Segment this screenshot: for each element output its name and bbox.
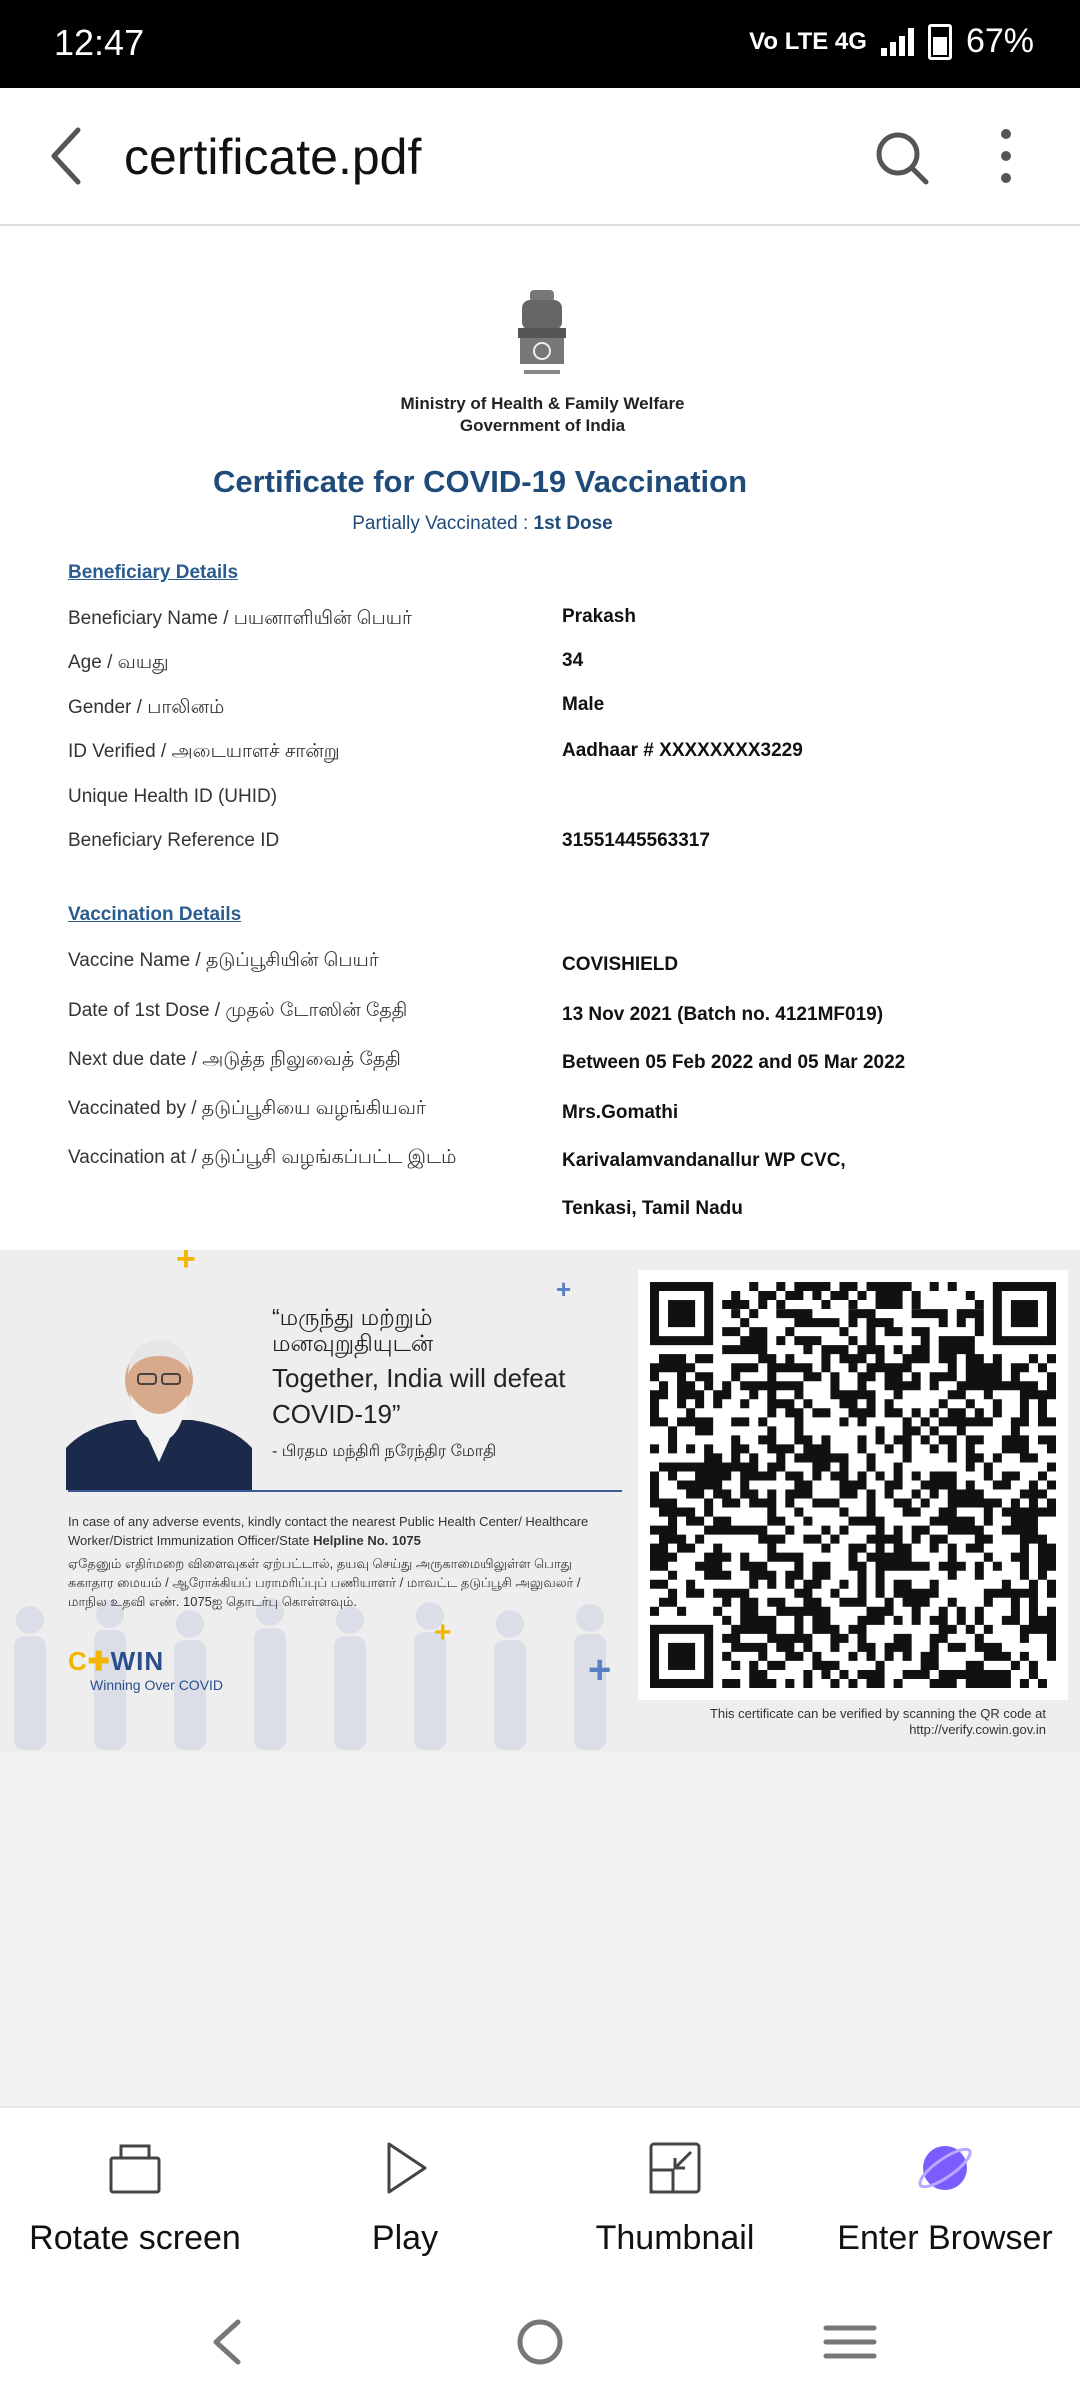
- system-navigation-bar: [0, 2300, 1080, 2400]
- promo-banner: [0, 1240, 1080, 1752]
- qr-caption-line-2: http://verify.cowin.gov.in: [909, 1722, 1046, 1737]
- field-label: Gender / பாலினம்: [68, 697, 225, 718]
- more-options-icon[interactable]: [980, 122, 1032, 190]
- thumbnail-icon: [645, 2138, 705, 2198]
- back-arrow-icon[interactable]: [40, 122, 100, 190]
- field-label: Date of 1st Dose / முதல் டோஸின் தேதி: [68, 1000, 408, 1021]
- cowin-logo-post: WIN: [110, 1646, 165, 1676]
- action-label: Rotate screen: [29, 2219, 241, 2257]
- nav-back-icon[interactable]: [216, 2322, 238, 2362]
- field-label: Next due date / அடுத்த நிலுவைத் தேதி: [68, 1049, 401, 1070]
- network-indicator: Vo LTE 4G: [749, 27, 867, 55]
- plus-decoration-icon: +: [176, 1240, 196, 1278]
- field-label: Vaccination at / தடுப்பூசி வழங்கப்பட்ட இடம்: [68, 1147, 457, 1168]
- action-label: Play: [371, 2219, 439, 2257]
- beneficiary-heading: Beneficiary Details: [68, 562, 239, 583]
- cowin-logo: [68, 1646, 223, 1693]
- rotate-screen-icon: [105, 2138, 165, 2198]
- field-label: Age / வயது: [68, 652, 169, 673]
- field-value: Prakash: [562, 606, 636, 627]
- search-icon[interactable]: [872, 128, 932, 188]
- thumbnail-button[interactable]: [540, 2138, 810, 2258]
- plus-decoration-icon: +: [588, 1648, 612, 1692]
- field-label: Vaccinated by / தடுப்பூசியை வழங்கியவர்: [68, 1098, 426, 1119]
- rotate-screen-button[interactable]: [0, 2138, 270, 2258]
- action-label: Thumbnail: [595, 2219, 755, 2257]
- field-value: Karivalamvandanallur WP CVC,: [562, 1150, 846, 1171]
- field-value: Aadhaar # XXXXXXXX3229: [562, 740, 803, 761]
- certificate-title: Certificate for COVID-19 Vaccination: [212, 464, 748, 499]
- status-bar: [0, 0, 1080, 88]
- portrait-image: [66, 1322, 252, 1490]
- qr-finder-pattern: [655, 1629, 709, 1683]
- field-label: Beneficiary Name / பயனாளியின் பெயர்: [68, 608, 412, 629]
- divider: [68, 1490, 622, 1492]
- field-value: COVISHIELD: [562, 954, 679, 975]
- field-label: ID Verified / அடையாளச் சான்று: [68, 741, 340, 762]
- qr-finder-pattern: [997, 1287, 1051, 1341]
- nav-recents-icon[interactable]: [826, 2328, 874, 2356]
- battery-percent: 67%: [965, 22, 1034, 60]
- play-button[interactable]: [270, 2138, 540, 2258]
- cowin-tagline: Winning Over COVID: [90, 1677, 224, 1693]
- field-label: Unique Health ID (UHID): [68, 786, 278, 807]
- field-value: Mrs.Gomathi: [562, 1102, 679, 1123]
- cowin-logo-pre: C: [68, 1646, 88, 1676]
- ministry-line-2: Government of India: [459, 416, 626, 435]
- field-value: 13 Nov 2021 (Batch no. 4121MF019): [562, 1004, 884, 1025]
- document-title: certificate.pdf: [124, 129, 422, 185]
- quote-block: [272, 1304, 602, 1462]
- vaccination-status: [0, 513, 965, 535]
- browser-planet-icon: [915, 2138, 975, 2198]
- cowin-plus-icon: ✚: [87, 1646, 111, 1676]
- qr-finder-pattern: [655, 1287, 709, 1341]
- plus-decoration-icon: +: [556, 1274, 572, 1304]
- qr-caption: [710, 1706, 1046, 1738]
- play-icon: [375, 2138, 435, 2198]
- notice-english: In case of any adverse events, kindly contact the nearest Public Health Center/ Healthcare Worker/District Immunization Officer/State: [68, 1514, 589, 1548]
- field-value-continued: Tenkasi, Tamil Nadu: [562, 1198, 743, 1219]
- helpline-number: Helpline No. 1075: [313, 1533, 421, 1548]
- national-emblem-icon: [508, 286, 576, 386]
- status-value: 1st Dose: [533, 513, 613, 534]
- nav-home-icon[interactable]: [520, 2322, 560, 2362]
- qr-code: [638, 1270, 1068, 1700]
- field-value: Male: [562, 694, 605, 715]
- ministry-name: [0, 393, 1080, 437]
- status-time: 12:47: [54, 22, 145, 63]
- field-value: 31551445563317: [562, 830, 710, 851]
- vaccination-heading: Vaccination Details: [68, 904, 242, 925]
- field-label: Vaccine Name / தடுப்பூசியின் பெயர்: [68, 950, 379, 971]
- quote-attribution: - பிரதம மந்திரி நரேந்திர மோதி: [272, 1443, 497, 1460]
- quote-tamil: “மருந்து மற்றும் மனவுறுதியுடன்: [272, 1304, 434, 1356]
- qr-code-card: [638, 1270, 1068, 1700]
- helpline-notice: [68, 1512, 608, 1611]
- enter-browser-button[interactable]: [810, 2138, 1080, 2258]
- status-label: Partially Vaccinated :: [352, 513, 529, 534]
- status-indicators: [749, 22, 1034, 61]
- pdf-page: [0, 226, 1080, 1250]
- field-label: Beneficiary Reference ID: [68, 830, 280, 851]
- action-label: Enter Browser: [837, 2219, 1053, 2257]
- plus-decoration-icon: +: [434, 1616, 452, 1649]
- signal-icon: [881, 28, 914, 56]
- notice-tamil: ஏதேனும் எதிர்மறை விளைவுகள் ஏற்பட்டால், தயவு செய்து அருகாமையிலுள்ள பொது சுகாதார மையம் / ஆரோக்கியப் பராமரிப்புப் பணியாளர் / மாவட்ட தடுப்பூசி அலுவலர் / மாநில உதவி எண். 1075ஐ தொடர்பு கொள்ளவும்.: [68, 1556, 581, 1609]
- app-bar: [0, 88, 1080, 226]
- battery-icon: [928, 24, 952, 60]
- field-value: 34: [562, 650, 584, 671]
- qr-caption-line-1: This certificate can be verified by scanning the QR code at: [709, 1706, 1046, 1721]
- ministry-line-1: Ministry of Health & Family Welfare: [400, 394, 685, 413]
- quote-english: Together, India will defeat COVID-19”: [272, 1363, 566, 1429]
- field-value: Between 05 Feb 2022 and 05 Mar 2022: [562, 1052, 906, 1073]
